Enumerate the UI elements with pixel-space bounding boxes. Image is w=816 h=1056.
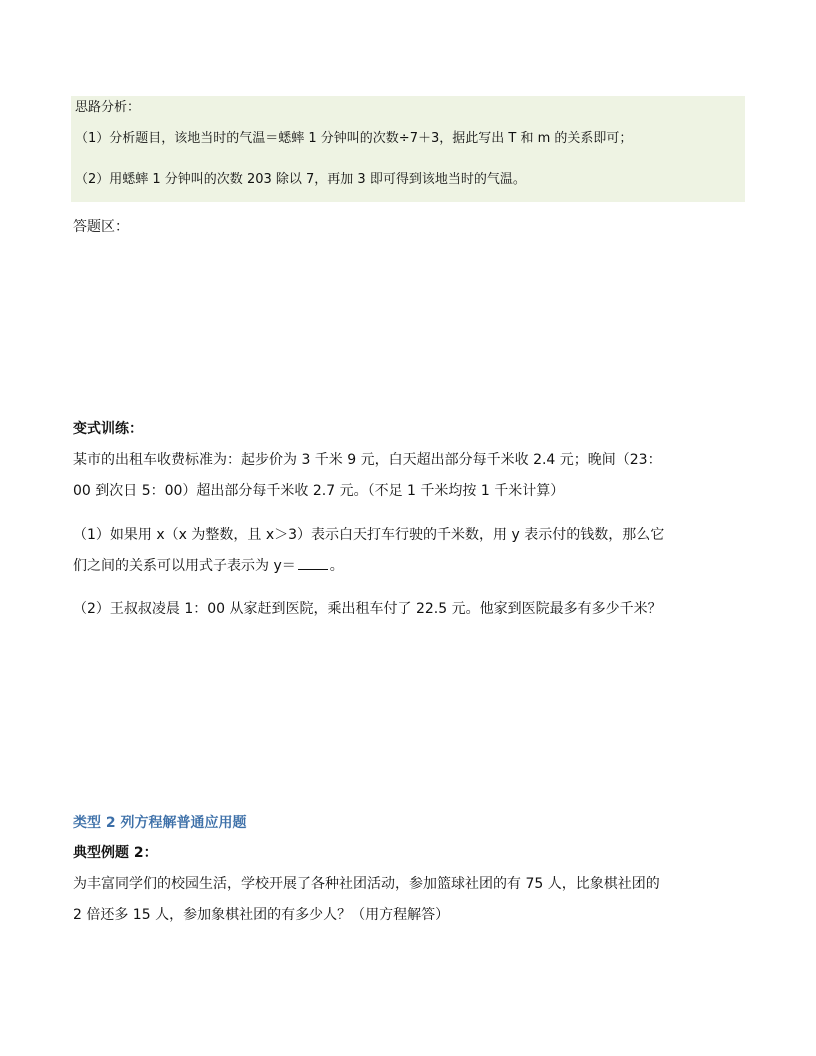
example-problem-line-1: 为丰富同学们的校园生活，学校开展了各种社团活动，参加篮球社团的有 75 人，比象棋社团的 xyxy=(73,876,660,892)
variant-heading: 变式训练： xyxy=(73,421,143,437)
variant-problem-line-1: 某市的出租车收费标准为：起步价为 3 千米 9 元，白天超出部分每千米收 2.4 元；晚间（23： xyxy=(73,452,662,468)
analysis-line-2: （2）用蟋蟀 1 分钟叫的次数 203 除以 7，再加 3 即可得到该地当时的气温。 xyxy=(75,172,526,187)
variant-problem-line-2: 00 到次日 5：00）超出部分每千米收 2.7 元。（不足 1 千米均按 1 千米计算） xyxy=(73,483,565,499)
variant-question-2: （2）王叔叔凌晨 1：00 从家赶到医院，乘出租车付了 22.5 元。他家到医院最多有多少千米？ xyxy=(73,601,662,617)
analysis-title: 思路分析： xyxy=(75,100,141,115)
question-1-end: 。 xyxy=(329,558,344,574)
question-1-text: 们之间的关系可以用式子表示为 y＝ xyxy=(73,558,296,574)
example-problem-line-2: 2 倍还多 15 人，参加象棋社团的有多少人？（用方程解答） xyxy=(73,907,450,923)
variant-question-1-line-1: （1）如果用 x（x 为整数，且 x＞3）表示白天打车行驶的千米数，用 y 表示付的钱数，那么它 xyxy=(73,527,665,543)
answer-blank[interactable] xyxy=(298,555,328,570)
variant-question-1-line-2 xyxy=(73,555,344,577)
type2-heading: 类型 2 列方程解普通应用题 xyxy=(73,815,247,831)
answer-area-label: 答题区： xyxy=(73,219,129,235)
analysis-line-1: （1）分析题目，该地当时的气温＝蟋蟀 1 分钟叫的次数÷7＋3，据此写出 T 和 m 的关系即可； xyxy=(75,131,633,146)
example-heading: 典型例题 2： xyxy=(73,845,158,861)
analysis-box xyxy=(71,96,745,202)
